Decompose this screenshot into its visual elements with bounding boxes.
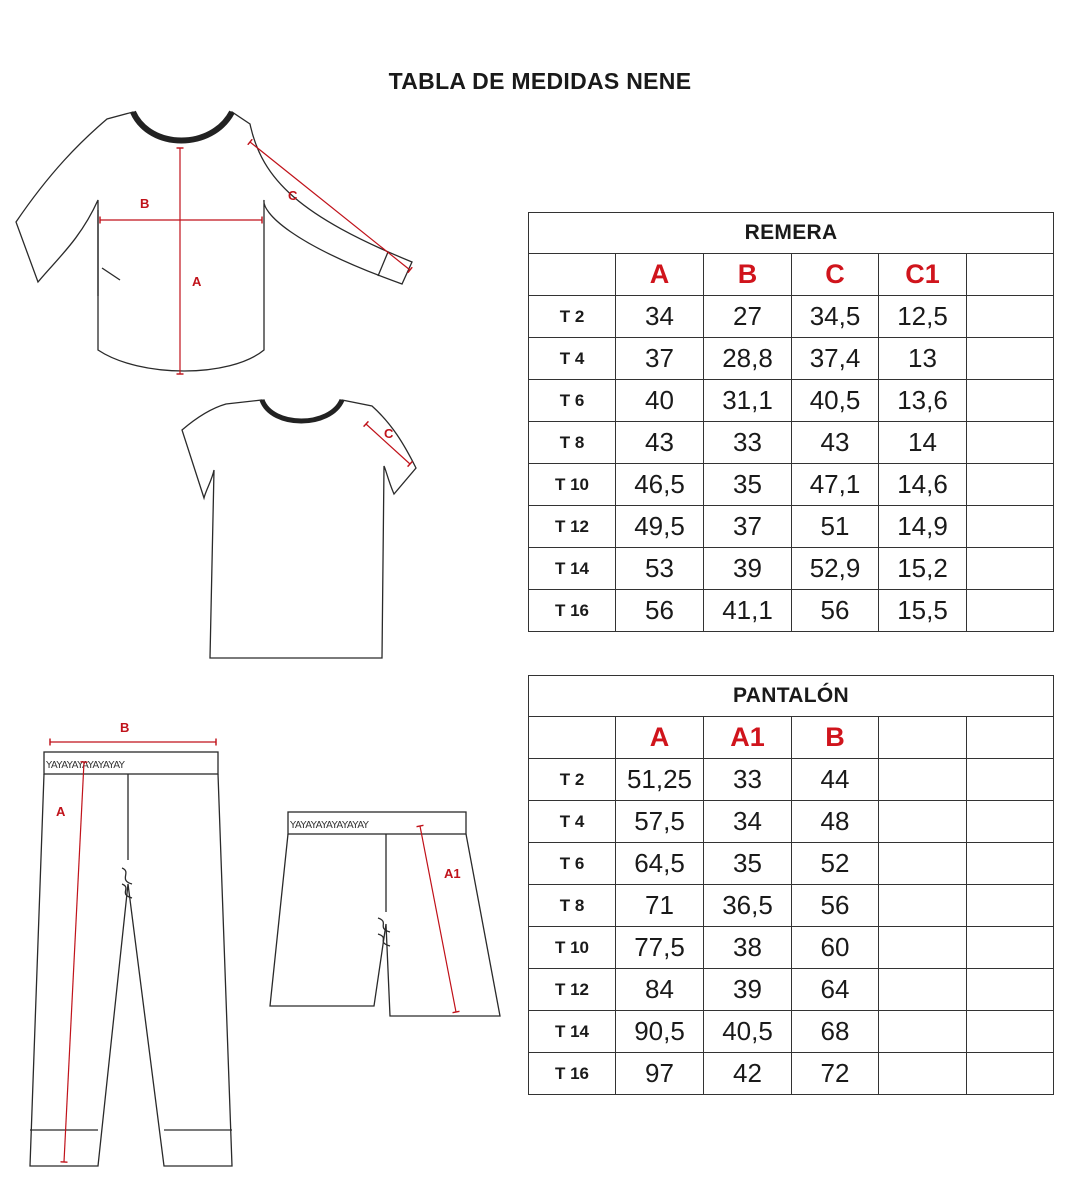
header-empty-cell [967,717,1054,759]
empty-cell [879,843,967,885]
size-label: T 14 [529,548,616,590]
table-row [529,464,1054,506]
size-label: T 4 [529,801,616,843]
size-label: T 16 [529,1053,616,1095]
shorts-drawing [270,812,500,1016]
value-cell: 35 [704,464,792,506]
column-header-b: B [792,717,879,759]
column-header-a1: A1 [704,717,792,759]
value-cell: 34 [704,801,792,843]
value-cell: 43 [792,422,879,464]
size-label: T 8 [529,422,616,464]
header-empty-cell [967,254,1054,296]
remera-size-table [528,212,1054,632]
empty-cell [879,969,967,1011]
page-title: TABLA DE MEDIDAS NENE [388,68,692,94]
value-cell: 49,5 [616,506,704,548]
size-label: T 12 [529,506,616,548]
column-header-a: A [616,254,704,296]
value-cell: 31,1 [704,380,792,422]
value-cell: 13,6 [879,380,967,422]
table-row [529,506,1054,548]
column-header-a: A [616,717,704,759]
table-row [529,927,1054,969]
table-row [529,1053,1054,1095]
value-cell: 90,5 [616,1011,704,1053]
label-a-pants: A [56,804,66,819]
size-label: T 14 [529,1011,616,1053]
value-cell: 52,9 [792,548,879,590]
value-cell: 33 [704,422,792,464]
short-sleeve-shirt-drawing [182,400,416,658]
value-cell: 13 [879,338,967,380]
value-cell: 60 [792,927,879,969]
value-cell: 36,5 [704,885,792,927]
value-cell: 39 [704,969,792,1011]
long-sleeve-measure-lines [100,142,410,374]
size-label: T 10 [529,927,616,969]
empty-cell [967,506,1054,548]
size-label: T 12 [529,969,616,1011]
empty-cell [967,843,1054,885]
value-cell: 12,5 [879,296,967,338]
value-cell: 39 [704,548,792,590]
value-cell: 64 [792,969,879,1011]
value-cell: 51,25 [616,759,704,801]
value-cell: 71 [616,885,704,927]
table-row [529,422,1054,464]
value-cell: 15,5 [879,590,967,632]
column-header-c: C [792,254,879,296]
empty-cell [879,1053,967,1095]
value-cell: 48 [792,801,879,843]
value-cell: 14,6 [879,464,967,506]
size-label: T 6 [529,380,616,422]
header-empty-cell [879,717,967,759]
empty-cell [879,759,967,801]
remera-table-title: REMERA [529,213,1054,254]
pants-measure-lines [50,742,216,1162]
garment-illustrations [0,0,520,1184]
pants-waistband-pattern: YAYAYAYAYAYAYAY [46,760,125,771]
value-cell: 34 [616,296,704,338]
value-cell: 42 [704,1053,792,1095]
long-sleeve-shirt-drawing [16,112,412,371]
table-row [529,969,1054,1011]
value-cell: 15,2 [879,548,967,590]
empty-cell [967,464,1054,506]
value-cell: 33 [704,759,792,801]
size-label: T 10 [529,464,616,506]
value-cell: 72 [792,1053,879,1095]
empty-cell [967,1053,1054,1095]
table-row [529,590,1054,632]
empty-cell [967,885,1054,927]
pantalon-table-title: PANTALÓN [529,676,1054,717]
value-cell: 37,4 [792,338,879,380]
value-cell: 27 [704,296,792,338]
remera-header-row [529,254,1054,296]
column-header-b: B [704,254,792,296]
value-cell: 84 [616,969,704,1011]
value-cell: 51 [792,506,879,548]
table-row [529,1011,1054,1053]
value-cell: 46,5 [616,464,704,506]
empty-cell [967,548,1054,590]
value-cell: 40,5 [792,380,879,422]
table-row [529,843,1054,885]
size-label: T 2 [529,759,616,801]
size-label: T 16 [529,590,616,632]
empty-cell [967,296,1054,338]
value-cell: 64,5 [616,843,704,885]
value-cell: 35 [704,843,792,885]
empty-cell [967,590,1054,632]
table-row [529,885,1054,927]
empty-cell [967,759,1054,801]
value-cell: 43 [616,422,704,464]
value-cell: 37 [616,338,704,380]
empty-cell [967,1011,1054,1053]
table-row [529,296,1054,338]
pantalon-header-row [529,717,1054,759]
pantalon-size-table [528,675,1054,1095]
empty-cell [879,1011,967,1053]
label-a1-shorts: A1 [444,866,461,881]
empty-cell [967,969,1054,1011]
shorts-measure-line [420,826,456,1012]
value-cell: 52 [792,843,879,885]
value-cell: 56 [792,590,879,632]
table-row [529,338,1054,380]
table-row [529,801,1054,843]
value-cell: 37 [704,506,792,548]
value-cell: 97 [616,1053,704,1095]
value-cell: 38 [704,927,792,969]
label-c-short: C [384,426,394,441]
size-label: T 2 [529,296,616,338]
header-empty-cell [529,717,616,759]
size-label: T 4 [529,338,616,380]
empty-cell [879,885,967,927]
value-cell: 68 [792,1011,879,1053]
value-cell: 14 [879,422,967,464]
value-cell: 44 [792,759,879,801]
empty-cell [879,927,967,969]
value-cell: 56 [792,885,879,927]
table-row [529,759,1054,801]
empty-cell [967,338,1054,380]
value-cell: 57,5 [616,801,704,843]
value-cell: 28,8 [704,338,792,380]
value-cell: 41,1 [704,590,792,632]
empty-cell [879,801,967,843]
value-cell: 47,1 [792,464,879,506]
header-empty-cell [529,254,616,296]
empty-cell [967,927,1054,969]
label-c-shirt: C [288,188,298,203]
value-cell: 56 [616,590,704,632]
value-cell: 53 [616,548,704,590]
value-cell: 40,5 [704,1011,792,1053]
size-label: T 8 [529,885,616,927]
table-row [529,380,1054,422]
size-label: T 6 [529,843,616,885]
table-row [529,548,1054,590]
value-cell: 34,5 [792,296,879,338]
label-a-shirt: A [192,274,202,289]
column-header-c1: C1 [879,254,967,296]
empty-cell [967,380,1054,422]
label-b-pants: B [120,720,130,735]
value-cell: 14,9 [879,506,967,548]
empty-cell [967,422,1054,464]
empty-cell [967,801,1054,843]
label-b-shirt: B [140,196,150,211]
value-cell: 77,5 [616,927,704,969]
shorts-waistband-pattern: YAYAYAYAYAYAYAY [290,820,369,831]
value-cell: 40 [616,380,704,422]
